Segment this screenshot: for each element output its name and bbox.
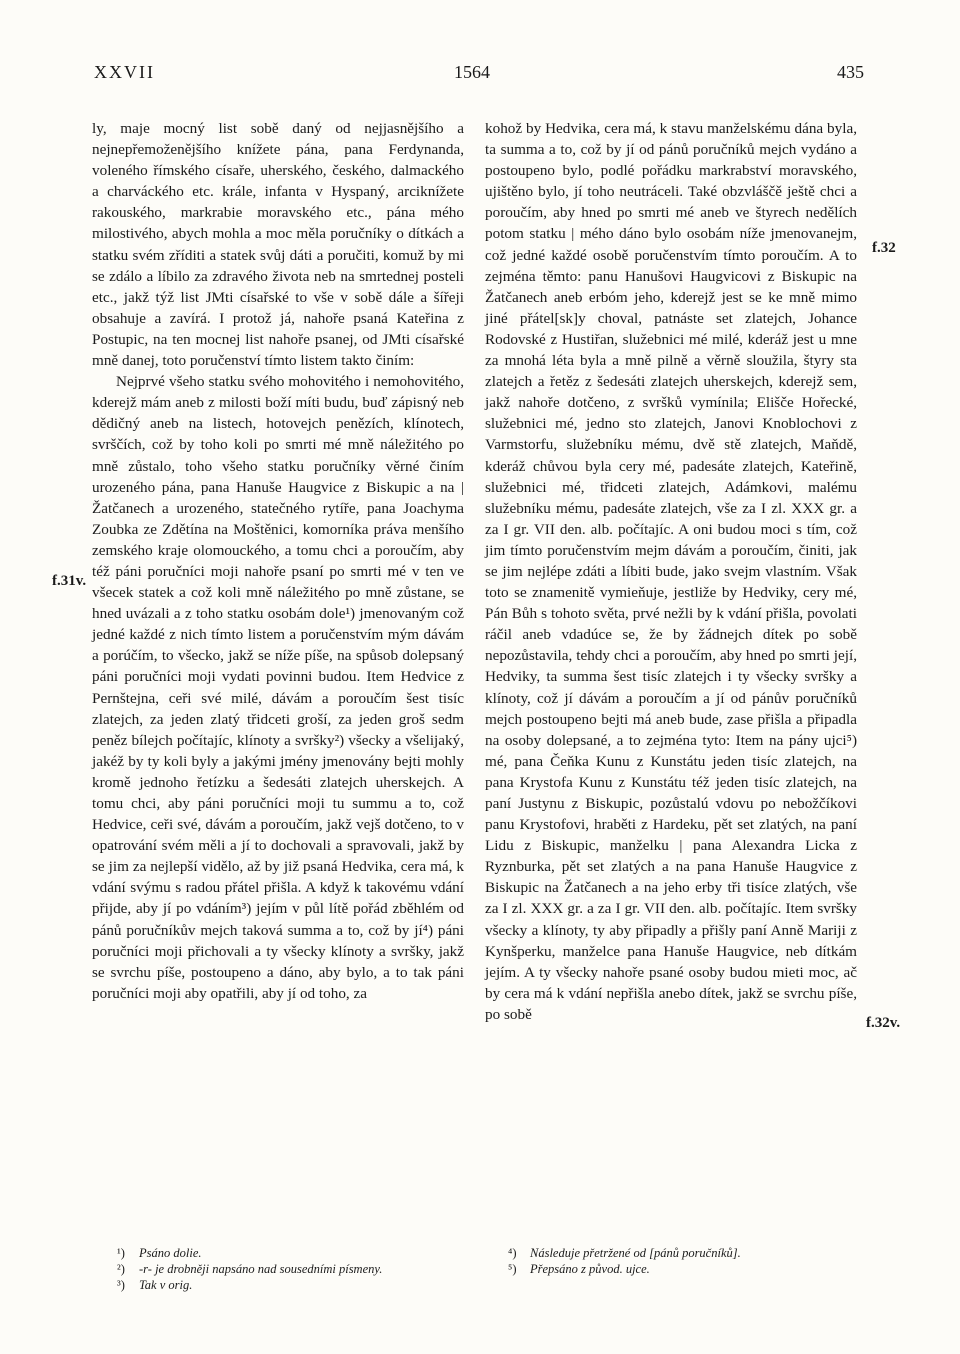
folio-note-left: f.31v. [52, 573, 87, 589]
footnote-text: -r- je drobněji napsáno nad sousedními písmeny. [139, 1262, 383, 1276]
page-header [94, 62, 864, 92]
footnote-mark: ¹) [117, 1246, 125, 1260]
chapter-number: XXVII [94, 62, 155, 82]
right-column [485, 118, 857, 1025]
left-column [92, 118, 464, 1004]
footnote-mark: ⁴) [508, 1246, 517, 1260]
footnote-mark: ³) [117, 1278, 125, 1292]
footnote [117, 1246, 477, 1261]
footnote-text: Následuje přetržené od [pánů poručníků]. [530, 1246, 741, 1260]
footnote [508, 1262, 868, 1277]
footnote-text: Přepsáno z původ. ujce. [530, 1262, 650, 1276]
footnote-mark: ⁵) [508, 1262, 517, 1276]
year: 1564 [454, 62, 490, 82]
paragraph: Nejprvé všeho statku svého mohovitého i nemohovitého, kderejž mám aneb z milosti boží míti budu, buď zápisný neb dědičný aneb na listech, hotovejch penězích, klínotech, svrščích, což by toho koli po smrti mé mně náležitého po mně zůstalo, toho všeho statku poručníky věrné činím urozeného pána, pana Hanuše Haugvice z Biskupic a na | Žatčanech a urozeného, statečného rytíře, pana Joachyma Zoubka ze Zdětína na Moštěnici, komorníka práva menšího zemského kraje olomouckého, a tomu chci a poroučím, aby též páni poručníci moji nahoře psaní po smrti mé v ten ve všecek statek a což koli mně náležitého po mně zůstane, se hned uvázali a z toho statku osobám dole¹) jmenovaným což jedné každé z nich tímto listem a poručenstvím mým dávám a porúčím, to všecko, jakž se níže píše, na spůsob dolepsaný páni poručníci moji vydati povinni budou. Item Hedvice z Pernštejna, ceři své milé, dávám a poroučím šest tisíc zlatejch, za jeden zlatý třidceti groší, za jeden groš sedm peněz bílejch počítajíc, klínoty a svršky²) všecky a všelijaký, jakéž by ty koli byly a jakými jmény jmenovány bejti mohly kromě jednoho řetízku a šedesáti zlatejch uherskejch. A tomu chci, aby páni poručníci moji tu summu a to, což Hedvice, ceři své, dávám a poroučím, jakž vejš dotčeno, to v opatrování svém měli a jí to dochovali a spravovali, jakž by se jim za nejlepší vidělo, až by již psaná Hedvika, cera má, k vdání svýmu s radou přátel přišla. A když k takovému vdání přijde, aby jí po vdáním³) jejím v půl lítě pořád zběhlém od pánů poručníkův mejch taková summa a to, což by jí⁴) páni poručníci moji přichovali a ty všecky klínoty a svršky, jakž se svrchu píše, postoupeno a dáno, aby bylo, a to tak páni poručníci moji aby opatřili, aby jí od toho, za [92, 373, 464, 1002]
folio-note-right-top: f.32 [872, 240, 896, 256]
page-number: 435 [837, 62, 864, 82]
footnote [117, 1262, 477, 1277]
footnote [508, 1246, 868, 1261]
footnotes-right [508, 1246, 868, 1278]
footnote-text: Psáno dolie. [139, 1246, 202, 1260]
footnote [117, 1278, 477, 1293]
footnote-text: Tak v orig. [139, 1278, 193, 1292]
paragraph: kohož by Hedvika, cera má, k stavu manželskému dána byla, ta summa a to, což by jí od pánů poručníků mejch vydáno a postoupeno bylo, podlé pořádku markrabství moravského, ujištěno bylo, jí toho neutráceli. Také obzvláščě ještě chci a poroučím, aby hned po smrti mé aneb ve štyrech nedělích potom statku | mého dáno bylo osobám níže jmenovanejm, což jedné každé osobě poručenstvím tímto poroučím. A to zejména těmto: panu Hanušovi Haugvicovi z Biskupic na Žatčanech aneb erbóm jeho, kderejž jest se ke mně mimo jiné přátel[sk]y choval, patnáste set zlatejch, Johance Rodovské z Hustiřan, služebnici mé milé, kderáž jest u mne za mnohá léta byla a mně pilně a věrně sloužila, štyry sta zlatejch a řetěz z šedesáti zlatejch uherskejch, kderejž sem, jakž nahoře dotčeno, z svršků vymínila; Elišče Hořecké, služebnici mé, jedno sto zlatejch, Janovi Knoblochovi z Varmstorfu, služebníku mému, dvě stě zlatejch, Maňdě, kderáž chůvou byla cery mé, padesáte zlatejch, Kateřině, služebnici mé, třidceti zlatejch, Adámkovi, malému služebníku mému, padesáte zlatejch, vše za I zl. XXX gr. a za I gr. VII den. alb. počítajíc. A oni budou moci s tím, což jim tímto poručenstvím mejm dávám a poroučím, činiti, jak se jim nejlépe zdáti a líbiti bude, jako svejm vlastním. Však toto se znamenitě vymieňuje, jestliže by Hedviky, cery mé, Pán Bůh s tohoto světa, prvé nežli by k vdání přišla, povolati ráčil aneb vdadúce se, že by žádnejch dítek po sobě nepozůstavila, tehdy chci a poroučím, aby hned po smrti její, Hedviky, ta summa šest tisíc zlatejch i ty všecky svršky a klínoty, což jí dávám a poroučím a jí od pánův poručníků mejch postoupeno bejti má aneb bude, zase přišla a připadla na osoby dolepsané, a to zejména tyto: Item na pány ujci⁵) mé, pana Čeňka Kunu z Kunstátu jeden tisíc zlatejch, na pana Krystofa Kunu z Kunstátu též jeden tisíc zlatejch, na paní Justynu z Biskupic, pozůstalú vdovu po nebožčíkovi panu Krystofovi, hraběti z Hardeku, pět set zlatých, na paní Lidu z Biskupic, manželku | pana Alexandra Licka z Ryznburka, pět set zlatých a na pana Hanuše Haugvice z Biskupic na Žatčanech a na jeho erby tři tisíce zlatých, vše za I zl. XXX gr. a za I gr. VII den. alb. počítajíc. Item svršky všecky a klínoty, ty aby připadly a přišly paní Anně Mariji z Kynšperku, manželce pana Hanuše Haugvice, neb dítkám jejím. A ty všecky nahoře psané osoby budou mieti moc, ač by cera má k vdání nepřišla anebo dítek, jakž se svrchu píše, po sobě [485, 120, 857, 1023]
footnote-mark: ²) [117, 1262, 125, 1276]
folio-note-right-bottom: f.32v. [866, 1015, 901, 1031]
paragraph: ly, maje mocný list sobě daný od nejjasnějšího a nejnepřemoženějšího knížete pána, pana Ferdynanda, voleného římského císaře, uherského, českého, dalmackého a charváckého etc. krále, infanta v Hyspaný, arciknížete rakouského, markrabie moravského etc., pána mého milostivého, abych mohla a moc měla poručníky o dítkách a statku svém zříditi a statek svůj dáti a poručiti, komuž by mi se zdálo a líbilo za zdravého života neb na smrtednej posteli etc., jakž týž list JMti císařské to vše v sobě dále a šířeji obsahuje a zavírá. I protož já, nahoře psaná Kateřina z Postupic, na ten mocnej list nahoře psanej, od JMti císařské mně danej, toto poručenství tímto listem takto činím: [92, 120, 464, 370]
footnotes-left [117, 1246, 477, 1294]
